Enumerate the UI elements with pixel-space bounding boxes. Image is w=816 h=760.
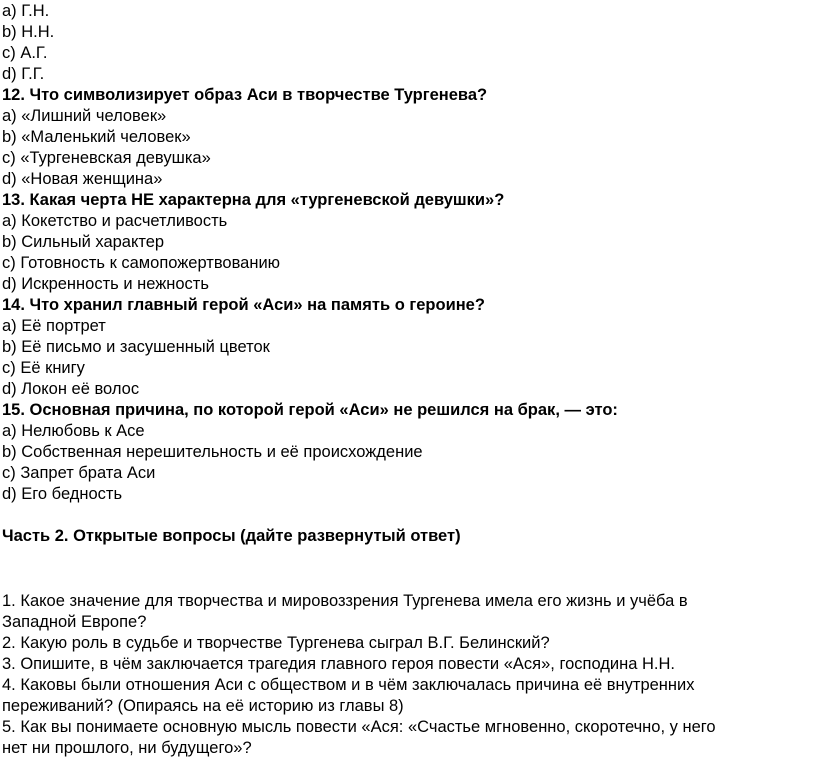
option-d: d) Г.Г. (2, 65, 45, 83)
q12-option-d: d) «Новая женщина» (2, 170, 163, 188)
q12-option-c: c) «Тургеневская девушка» (2, 149, 211, 167)
open-question-line: 1. Какое значение для творчества и мировоззрения Тургенева имела его жизнь и учёба в (2, 592, 688, 610)
q15-option-d: d) Его бедность (2, 485, 123, 503)
q14-option-c: c) Её книгу (2, 359, 85, 377)
q13-option-d: d) Искренность и нежность (2, 275, 209, 293)
part2-heading: Часть 2. Открытые вопросы (дайте развернутый ответ) (2, 527, 461, 545)
open-question-line: 2. Какую роль в судьбе и творчестве Тургенева сыграл В.Г. Белинский? (2, 634, 550, 652)
open-question-line: Западной Европе? (2, 613, 147, 631)
q12-option-a: a) «Лишний человек» (2, 107, 167, 125)
q14-option-d: d) Локон её волос (2, 380, 140, 398)
q15-option-c: c) Запрет брата Аси (2, 464, 156, 482)
option-b: b) Н.Н. (2, 23, 55, 41)
open-question-line: 5. Как вы понимаете основную мысль повести «Ася: «Счастье мгновенно, скоротечно, у него (2, 718, 716, 736)
open-question-line: нет ни прошлого, ни будущего»? (2, 739, 252, 757)
question-14: 14. Что хранил главный герой «Аси» на память о героине? (2, 296, 485, 314)
question-12: 12. Что символизирует образ Аси в творчестве Тургенева? (2, 86, 488, 104)
q13-option-c: c) Готовность к самопожертвованию (2, 254, 281, 272)
q14-option-a: a) Её портрет (2, 317, 106, 335)
q13-option-b: b) Сильный характер (2, 233, 165, 251)
open-question-line: переживаний? (Опираясь на её историю из главы 8) (2, 697, 404, 715)
option-c: c) А.Г. (2, 44, 48, 62)
open-question-line: 3. Опишите, в чём заключается трагедия главного героя повести «Ася», господина Н.Н. (2, 655, 675, 673)
open-question-line: 4. Каковы были отношения Аси с обществом и в чём заключалась причина её внутренних (2, 676, 695, 694)
question-13: 13. Какая черта НЕ характерна для «тургеневской девушки»? (2, 191, 505, 209)
option-a: a) Г.Н. (2, 2, 50, 20)
q15-option-b: b) Собственная нерешительность и её происхождение (2, 443, 423, 461)
q12-option-b: b) «Маленький человек» (2, 128, 191, 146)
question-15: 15. Основная причина, по которой герой «Аси» не решился на брак, — это: (2, 401, 618, 419)
q14-option-b: b) Её письмо и засушенный цветок (2, 338, 270, 356)
q13-option-a: a) Кокетство и расчетливость (2, 212, 228, 230)
q15-option-a: a) Нелюбовь к Асе (2, 422, 145, 440)
